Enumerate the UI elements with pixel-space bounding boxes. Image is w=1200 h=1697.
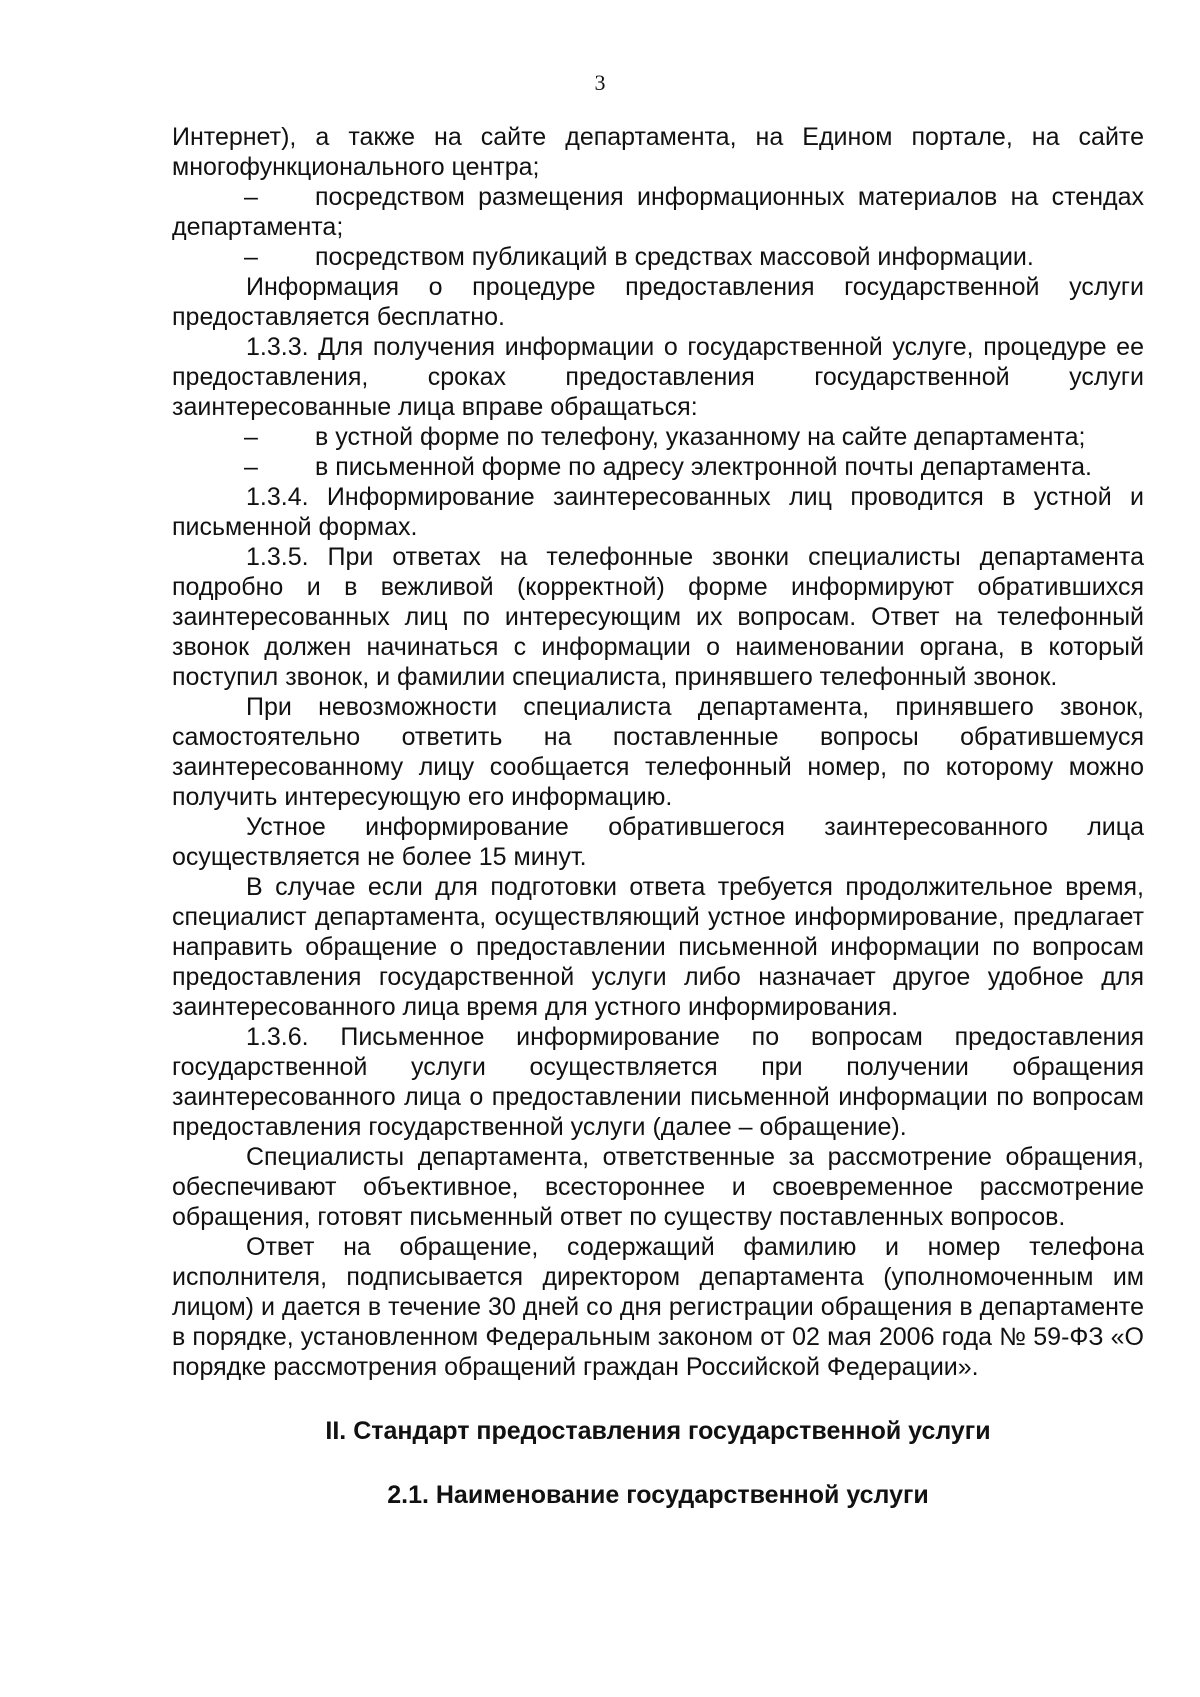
paragraph: Ответ на обращение, содержащий фамилию и номер телефона исполнителя, подписывается директором департамента (уполномоченным им лицом) и дается в течение 30 дней со дня регистрации обращения в департаменте в порядке, установленном Федеральным законом от 02 мая 2006 года № 59-ФЗ «О порядке рассмотрения обращений граждан Российской Федерации». [172, 1233, 1144, 1381]
list-item-text: посредством публикаций в средствах массовой информации. [315, 243, 1034, 271]
dash-marker: – [244, 423, 258, 451]
list-item-text: посредством размещения информационных материалов на стендах департамента; [172, 183, 1144, 241]
paragraph: Интернет), а также на сайте департамента, на Едином портале, на сайте многофункционального центра; [172, 123, 1144, 181]
document-body [172, 122, 1144, 1510]
paragraph: Устное информирование обратившегося заинтересованного лица осуществляется не более 15 минут. [172, 813, 1144, 871]
list-item-text: в письменной форме по адресу электронной почты департамента. [315, 453, 1092, 481]
paragraph: Информация о процедуре предоставления государственной услуги предоставляется бесплатно. [172, 273, 1144, 331]
dash-marker: – [244, 183, 258, 211]
section-heading: II. Стандарт предоставления государственной услуги [325, 1417, 991, 1445]
list-item-text: в устной форме по телефону, указанному на сайте департамента; [315, 423, 1086, 451]
paragraph: 1.3.6. Письменное информирование по вопросам предоставления государственной услуги осуществляется при получении обращения заинтересованного лица о предоставлении письменной информации по вопросам предоставления государственной услуги (далее – обращение). [172, 1023, 1144, 1141]
paragraph: При невозможности специалиста департамента, принявшего звонок, самостоятельно ответить на поставленные вопросы обратившемуся заинтересованному лицу сообщается телефонный номер, по которому можно получить интересующую его информацию. [172, 693, 1144, 811]
list-item [172, 422, 1144, 452]
list-item [172, 182, 1144, 242]
dash-marker: – [244, 453, 258, 481]
paragraph: 1.3.4. Информирование заинтересованных лиц проводится в устной и письменной формах. [172, 483, 1144, 541]
list-item [172, 452, 1144, 482]
paragraph: 1.3.3. Для получения информации о государственной услуге, процедуре ее предоставления, сроках предоставления государственной услуги заинтересованные лица вправе обращаться: [172, 333, 1144, 421]
subsection-heading: 2.1. Наименование государственной услуги [387, 1481, 929, 1509]
paragraph: В случае если для подготовки ответа требуется продолжительное время, специалист департамента, осуществляющий устное информирование, предлагает направить обращение о предоставлении письменной информации по вопросам предоставления государственной услуги либо назначает другое удобное для заинтересованного лица время для устного информирования. [172, 873, 1144, 1021]
page-number: 3 [594, 70, 606, 95]
paragraph: 1.3.5. При ответах на телефонные звонки специалисты департамента подробно и в вежливой (корректной) форме информируют обратившихся заинтересованных лиц по интересующим их вопросам. Ответ на телефонный звонок должен начинаться с информации о наименовании органа, в который поступил звонок, и фамилии специалиста, принявшего телефонный звонок. [172, 543, 1144, 691]
list-item [172, 242, 1144, 272]
paragraph: Специалисты департамента, ответственные за рассмотрение обращения, обеспечивают объективное, всестороннее и своевременное рассмотрение обращения, готовят письменный ответ по существу поставленных вопросов. [172, 1143, 1144, 1231]
dash-marker: – [244, 243, 258, 271]
